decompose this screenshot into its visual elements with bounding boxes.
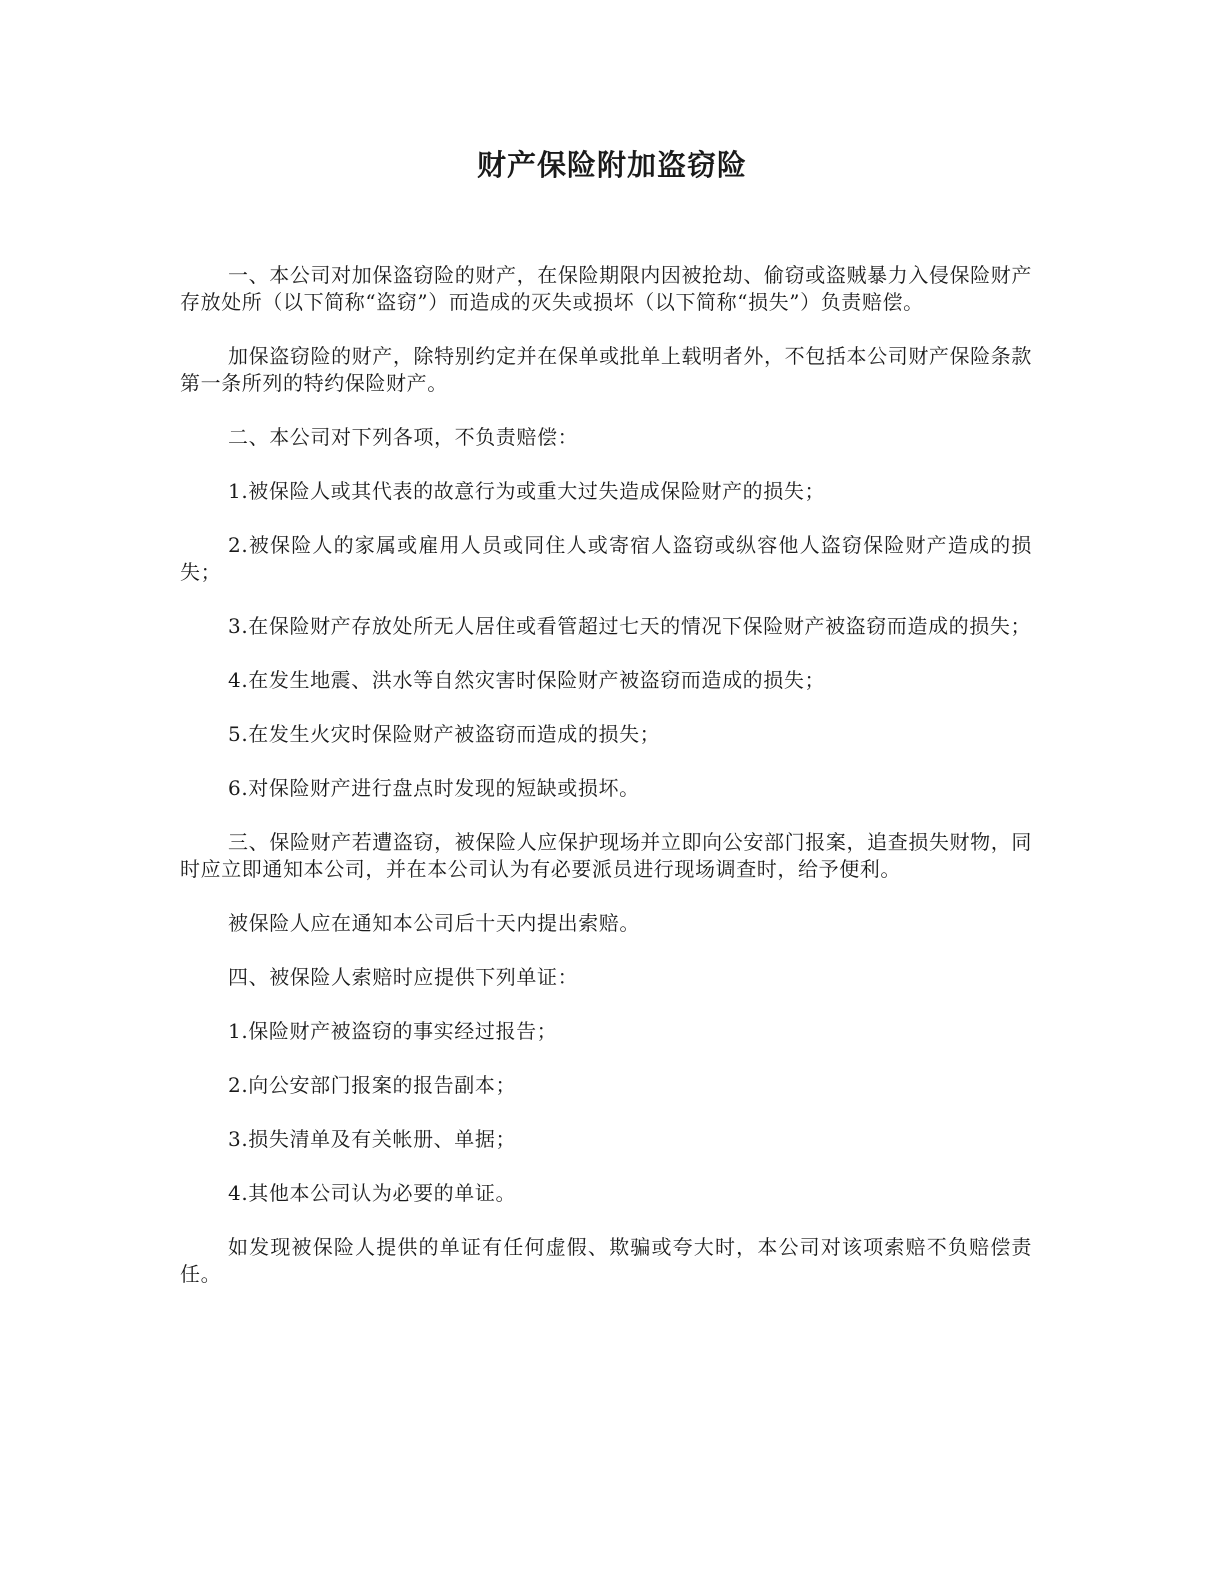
exclusion-item-2: 2.被保险人的家属或雇用人员或同住人或寄宿人盗窃或纵容他人盗窃保险财产造成的损失；	[180, 533, 1032, 584]
paragraph-clause-1-scope: 加保盗窃险的财产，除特别约定并在保单或批单上载明者外，不包括本公司财产保险条款第一条所列的特约保险财产。	[180, 344, 1032, 395]
document-title: 财产保险附加盗窃险	[476, 148, 747, 182]
document-body	[180, 262, 1032, 1315]
exclusion-item-3: 3.在保险财产存放处所无人居住或看管超过七天的情况下保险财产被盗窃而造成的损失；	[228, 614, 1032, 638]
document-item-1: 1.保险财产被盗窃的事实经过报告；	[228, 1019, 558, 1043]
exclusion-item-5: 5.在发生火灾时保险财产被盗窃而造成的损失；	[228, 722, 661, 746]
paragraph-clause-2: 二、本公司对下列各项，不负责赔偿：	[228, 425, 579, 449]
exclusion-item-1: 1.被保险人或其代表的故意行为或重大过失造成保险财产的损失；	[228, 479, 826, 503]
paragraph-clause-4: 四、被保险人索赔时应提供下列单证：	[228, 965, 579, 989]
document-item-3: 3.损失清单及有关帐册、单据；	[228, 1127, 517, 1151]
paragraph-claim-deadline: 被保险人应在通知本公司后十天内提出索赔。	[228, 911, 640, 935]
document-item-4: 4.其他本公司认为必要的单证。	[228, 1181, 517, 1205]
paragraph-clause-3: 三、保险财产若遭盗窃，被保险人应保护现场并立即向公安部门报案，追查损失财物，同时应立即通知本公司，并在本公司认为有必要派员进行现场调查时，给予便利。	[180, 830, 1032, 881]
paragraph-clause-1: 一、本公司对加保盗窃险的财产，在保险期限内因被抢劫、偷窃或盗贼暴力入侵保险财产存放处所（以下简称“盗窃”）而造成的灭失或损坏（以下简称“损失”）负责赔偿。	[180, 263, 1032, 314]
document-item-2: 2.向公安部门报案的报告副本；	[228, 1073, 517, 1097]
paragraph-fraud-clause: 如发现被保险人提供的单证有任何虚假、欺骗或夸大时，本公司对该项索赔不负赔偿责任。	[180, 1235, 1032, 1286]
exclusion-item-4: 4.在发生地震、洪水等自然灾害时保险财产被盗窃而造成的损失；	[228, 668, 826, 692]
exclusion-item-6: 6.对保险财产进行盘点时发现的短缺或损坏。	[228, 776, 640, 800]
